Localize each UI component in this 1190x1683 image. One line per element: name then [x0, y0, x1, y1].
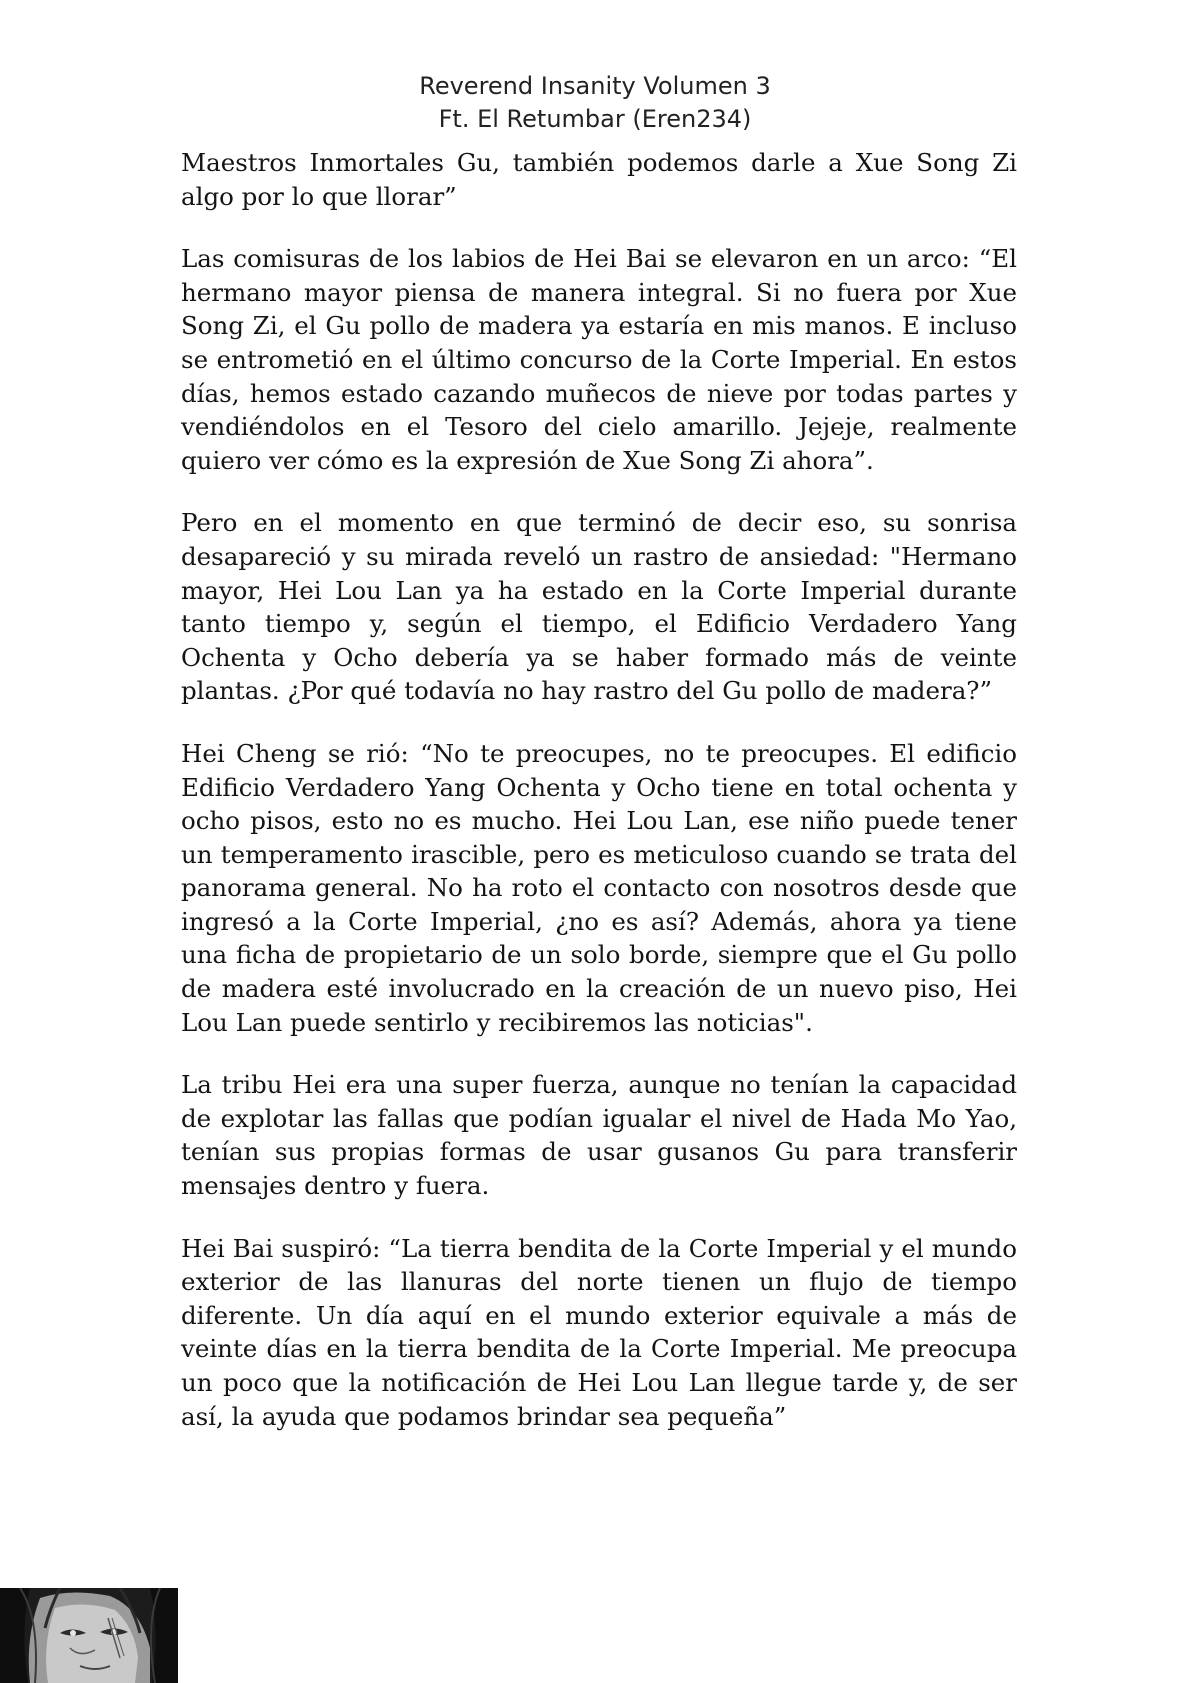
page-header [0, 70, 1190, 136]
paragraph-6: Hei Bai suspiró: “La tierra bendita de la Corte Imperial y el mundo exterior de las llanuras del norte tienen un flujo de tiempo diferente. Un día aquí en el mundo exterior equivale a más de veinte días en la tierra bendita de la Corte Imperial. Me preocupa un poco que la notificación de Hei Lou Lan llegue tarde y, de ser así, la ayuda que podamos brindar sea pequeña” [181, 1233, 1017, 1431]
paragraph-5: La tribu Hei era una super fuerza, aunque no tenían la capacidad de explotar las fallas que podían igualar el nivel de Hada Mo Yao, tenían sus propias formas de usar gusanos Gu para transferir mensajes dentro y fuera. [181, 1070, 1017, 1201]
paragraph-3: Pero en el momento en que terminó de decir eso, su sonrisa desapareció y su mirada reveló un rastro de ansiedad: "Hermano mayor, Hei Lou Lan ya ha estado en la Corte Imperial durante tanto tiempo y, según el tiempo, el Edificio Verdadero Yang Ochenta y Ocho debería ya se haber formado más de veinte plantas. ¿Por qué todavía no hay rastro del Gu pollo de madera?” [181, 508, 1017, 706]
paragraph-4: Hei Cheng se rió: “No te preocupes, no te preocupes. El edificio Edificio Verdadero Yang Ochenta y Ocho tiene en total ochenta y ocho pisos, esto no es mucho. Hei Lou Lan, ese niño puede tener un temperamento irascible, pero es meticuloso cuando se trata del panorama general. No ha roto el contacto con nosotros desde que ingresó a la Corte Imperial, ¿no es así? Además, ahora ya tiene una ficha de propietario de un solo borde, siempre que el Gu pollo de madera esté involucrado en la creación de un nuevo piso, Hei Lou Lan puede sentirlo y recibiremos las noticias". [181, 738, 1017, 1037]
paragraph-1: Maestros Inmortales Gu, también podemos darle a Xue Song Zi algo por lo que llorar” [181, 148, 1017, 211]
manga-character-portrait-icon [0, 1588, 178, 1683]
document-body [181, 146, 1017, 1462]
header-credit: Ft. El Retumbar (Eren234) [438, 105, 752, 133]
paragraph-2: Las comisuras de los labios de Hei Bai se elevaron en un arco: “El hermano mayor piensa de manera integral. Si no fuera por Xue Song Zi, el Gu pollo de madera ya estaría en mis manos. E incluso se entrometió en el último concurso de la Corte Imperial. En estos días, hemos estado cazando muñecos de nieve por todas partes y vendiéndolos en el Tesoro del cielo amarillo. Jejeje, realmente quiero ver cómo es la expresión de Xue Song Zi ahora”. [181, 244, 1017, 475]
header-title: Reverend Insanity Volumen 3 [419, 72, 771, 100]
